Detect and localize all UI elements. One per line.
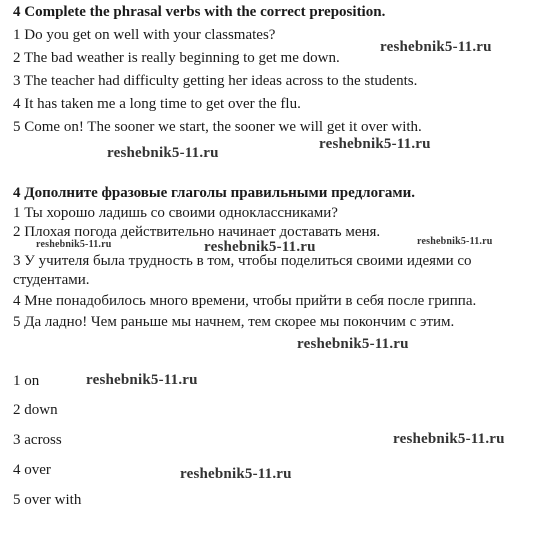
watermark: reshebnik5-11.ru (297, 336, 409, 352)
answer-5: 5 over with (13, 492, 82, 508)
watermark: reshebnik5-11.ru (319, 136, 431, 152)
russian-item-3: 3 У учителя была трудность в том, чтобы поделиться своими идеями со (13, 253, 472, 269)
russian-item-1: 1 Ты хорошо ладишь со своими одноклассниками? (13, 205, 338, 221)
english-item-2: 2 The bad weather is really beginning to get me down. (13, 50, 340, 66)
answer-4: 4 over (13, 462, 51, 478)
watermark: reshebnik5-11.ru (204, 239, 316, 255)
english-item-1: 1 Do you get on well with your classmates? (13, 27, 276, 43)
watermark: reshebnik5-11.ru (380, 39, 492, 55)
watermark: reshebnik5-11.ru (393, 431, 505, 447)
watermark: reshebnik5-11.ru (417, 236, 493, 247)
english-item-3: 3 The teacher had difficulty getting her ideas across to the students. (13, 73, 418, 89)
answer-3: 3 across (13, 432, 62, 448)
english-task-heading: 4 Complete the phrasal verbs with the correct preposition. (13, 4, 386, 20)
russian-item-5: 5 Да ладно! Чем раньше мы начнем, тем скорее мы покончим с этим. (13, 314, 455, 330)
watermark: reshebnik5-11.ru (107, 145, 219, 161)
watermark: reshebnik5-11.ru (86, 372, 198, 388)
english-item-4: 4 It has taken me a long time to get over the flu. (13, 96, 301, 112)
english-item-5: 5 Come on! The sooner we start, the sooner we will get it over with. (13, 119, 422, 135)
watermark: reshebnik5-11.ru (36, 239, 112, 250)
answer-2: 2 down (13, 402, 58, 418)
russian-item-3-cont: студентами. (13, 272, 90, 288)
russian-item-4: 4 Мне понадобилось много времени, чтобы прийти в себя после гриппа. (13, 293, 477, 309)
answer-1: 1 on (13, 373, 40, 389)
russian-item-2: 2 Плохая погода действительно начинает доставать меня. (13, 224, 381, 240)
russian-task-heading: 4 Дополните фразовые глаголы правильными предлогами. (13, 185, 415, 201)
watermark: reshebnik5-11.ru (180, 466, 292, 482)
